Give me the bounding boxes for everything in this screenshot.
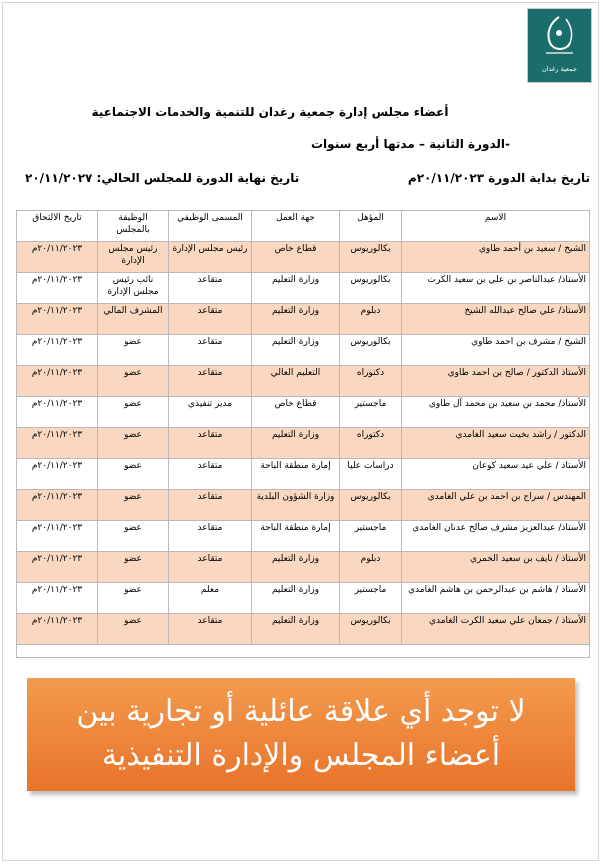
association-logo (527, 8, 592, 83)
cell-job-title: متقاعد (169, 304, 252, 335)
table-footer-space (16, 645, 590, 658)
cell-name: الأستاذ الدكتور / صالح بن احمد طاوي (402, 366, 590, 397)
table-row (17, 459, 590, 490)
cell-job-title: مدير تنفيذي (169, 397, 252, 428)
table-row (17, 304, 590, 335)
cell-job-title: متقاعد (169, 273, 252, 304)
cell-qualification: بكالوريوس (340, 273, 402, 304)
cell-workplace: وزارة التعليم (252, 583, 340, 614)
table-row (17, 428, 590, 459)
cell-name: الأستاذ / هاشم بن عبدالرحمن بن هاشم الغامدي (402, 583, 590, 614)
table-row (17, 366, 590, 397)
cell-name: الأستاذ/ محمد بن سعيد بن محمد آل طاوي (402, 397, 590, 428)
cell-name: الدكتور / راشد بخيت سعيد الغامدي (402, 428, 590, 459)
cell-join-date: ٢٠/١١/٢٠٢٣م (17, 490, 98, 521)
cell-council-role: عضو (98, 366, 169, 397)
header-workplace: جهة العمل (252, 211, 340, 242)
cell-qualification: دراسات عليا (340, 459, 402, 490)
table-row (17, 397, 590, 428)
cell-qualification: ماجستير (340, 583, 402, 614)
cell-join-date: ٢٠/١١/٢٠٢٣م (17, 242, 98, 273)
cell-name: الشيخ / سعيد بن أحمد طاوي (402, 242, 590, 273)
table-row (17, 273, 590, 304)
cell-qualification: دكتوراه (340, 366, 402, 397)
cell-council-role: عضو (98, 335, 169, 366)
banner-line-2: أعضاء المجلس والإدارة التنفيذية (101, 738, 501, 773)
table-row (17, 490, 590, 521)
cell-join-date: ٢٠/١١/٢٠٢٣م (17, 614, 98, 645)
cell-join-date: ٢٠/١١/٢٠٢٣م (17, 459, 98, 490)
cell-workplace: وزارة التعليم (252, 428, 340, 459)
session-subtitle: -الدورة الثانية – مدتها أربع سنوات (311, 137, 510, 151)
cell-join-date: ٢٠/١١/٢٠٢٣م (17, 583, 98, 614)
end-date: تاريخ نهاية الدورة للمجلس الحالي: ٢٠/١١/٢٠٢٧ (25, 171, 300, 185)
cell-job-title: متقاعد (169, 614, 252, 645)
cell-workplace: إمارة منطقة الباحة (252, 521, 340, 552)
cell-join-date: ٢٠/١١/٢٠٢٣م (17, 304, 98, 335)
cell-name: المهندس / سراج بن احمد بن علي الغامدي (402, 490, 590, 521)
cell-name: الأستاذ/ عبدالناصر بن علي بن سعيد الكرت (402, 273, 590, 304)
cell-qualification: بكالوريوس (340, 242, 402, 273)
cell-qualification: ماجستير (340, 521, 402, 552)
cell-job-title: رئيس مجلس الإدارة (169, 242, 252, 273)
cell-join-date: ٢٠/١١/٢٠٢٣م (17, 428, 98, 459)
cell-council-role: نائب رئيس مجلس الإدارة (98, 273, 169, 304)
disclosure-banner (27, 678, 575, 791)
table-row (17, 614, 590, 645)
table-row (17, 583, 590, 614)
cell-job-title: متقاعد (169, 490, 252, 521)
header-qualification: المؤهل (340, 211, 402, 242)
header-name: الاسم (402, 211, 590, 242)
start-date: تاريخ بداية الدورة ٢٠/١١/٢٠٢٣م (407, 171, 590, 185)
members-table (16, 210, 590, 645)
members-table-wrapper (16, 210, 590, 658)
logo-label: جمعية رغدان (542, 65, 577, 73)
cell-job-title: معلم (169, 583, 252, 614)
cell-job-title: متقاعد (169, 428, 252, 459)
cell-job-title: متقاعد (169, 459, 252, 490)
cell-name: الشيخ / مشرف بن احمد طاوي (402, 335, 590, 366)
table-row (17, 552, 590, 583)
table-row (17, 521, 590, 552)
cell-workplace: وزارة التعليم (252, 335, 340, 366)
cell-job-title: متقاعد (169, 366, 252, 397)
cell-workplace: إمارة منطقة الباحة (252, 459, 340, 490)
cell-qualification: بكالوريوس (340, 490, 402, 521)
cell-council-role: عضو (98, 552, 169, 583)
cell-name: الأستاذ / علي عيد سعيد كوعان (402, 459, 590, 490)
header-join-date: تاريخ الالتحاق (17, 211, 98, 242)
cell-council-role: عضو (98, 521, 169, 552)
table-header-row (17, 211, 590, 242)
cell-job-title: متقاعد (169, 521, 252, 552)
cell-workplace: قطاع خاص (252, 397, 340, 428)
cell-council-role: عضو (98, 614, 169, 645)
cell-council-role: عضو (98, 397, 169, 428)
cell-council-role: عضو (98, 583, 169, 614)
cell-council-role: عضو (98, 490, 169, 521)
cell-qualification: دبلوم (340, 552, 402, 583)
table-row (17, 242, 590, 273)
cell-qualification: دبلوم (340, 304, 402, 335)
cell-job-title: متقاعد (169, 335, 252, 366)
cell-join-date: ٢٠/١١/٢٠٢٣م (17, 521, 98, 552)
cell-join-date: ٢٠/١١/٢٠٢٣م (17, 552, 98, 583)
cell-join-date: ٢٠/١١/٢٠٢٣م (17, 273, 98, 304)
cell-job-title: متقاعد (169, 552, 252, 583)
cell-name: الأستاذ/ علي صالح عبدالله الشيخ (402, 304, 590, 335)
cell-council-role: المشرف المالي (98, 304, 169, 335)
cell-workplace: وزارة التعليم (252, 304, 340, 335)
cell-council-role: رئيس مجلس الإدارة (98, 242, 169, 273)
cell-qualification: بكالوريوس (340, 614, 402, 645)
cell-join-date: ٢٠/١١/٢٠٢٣م (17, 366, 98, 397)
table-row (17, 335, 590, 366)
banner-line-1: لا توجد أي علاقة عائلية أو تجارية بين (76, 694, 526, 729)
cell-workplace: قطاع خاص (252, 242, 340, 273)
cell-qualification: ماجستير (340, 397, 402, 428)
cell-join-date: ٢٠/١١/٢٠٢٣م (17, 335, 98, 366)
cell-workplace: وزارة الشؤون البلدية (252, 490, 340, 521)
cell-council-role: عضو (98, 459, 169, 490)
cell-join-date: ٢٠/١١/٢٠٢٣م (17, 397, 98, 428)
cell-name: الأستاذ/ عبدالعزيز مشرف صالح عدنان الغامدي (402, 521, 590, 552)
header-job-title: المسمى الوظيفي (169, 211, 252, 242)
cell-workplace: وزارة التعليم (252, 552, 340, 583)
cell-name: الأستاذ / جمعان علي سعيد الكرت الغامدي (402, 614, 590, 645)
cell-name: الأستاذ / نايف بن سعيد الخمري (402, 552, 590, 583)
cell-workplace: التعليم العالي (252, 366, 340, 397)
cell-workplace: وزارة التعليم (252, 614, 340, 645)
page-title: أعضاء مجلس إدارة جمعية رغدان للتنمية والخدمات الاجتماعية (91, 105, 449, 119)
cell-qualification: دكتوراه (340, 428, 402, 459)
header-council-role: الوظيفة بالمجلس (98, 211, 169, 242)
cell-workplace: وزارة التعليم (252, 273, 340, 304)
cell-qualification: بكالوريوس (340, 335, 402, 366)
cell-council-role: عضو (98, 428, 169, 459)
